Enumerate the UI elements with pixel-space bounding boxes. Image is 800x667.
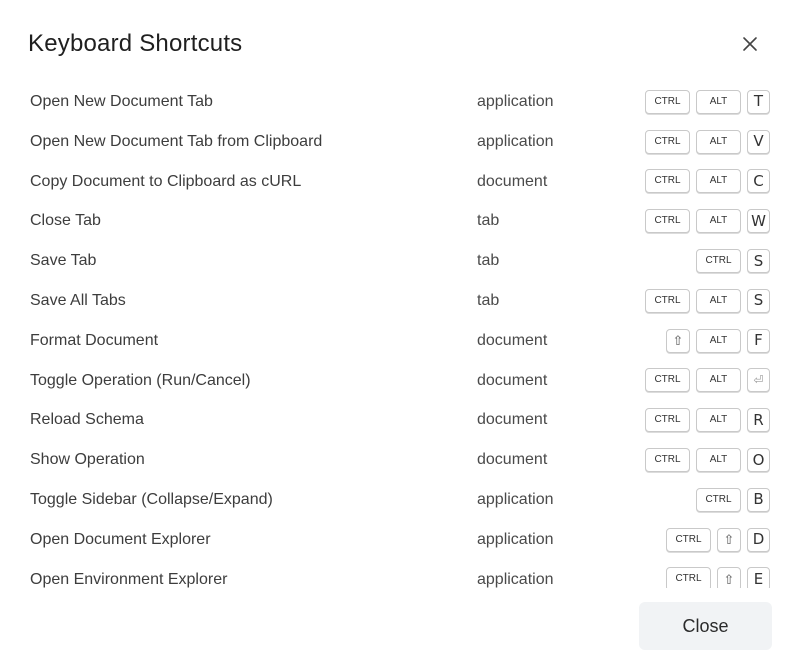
key-cap-letter: F <box>747 329 770 353</box>
key-cap-ctrl: CTRL <box>645 169 690 193</box>
shortcut-context: document <box>477 411 548 429</box>
shortcut-row <box>0 520 800 560</box>
key-cap-alt: ALT <box>696 209 741 233</box>
shortcut-name: Toggle Operation (Run/Cancel) <box>30 371 251 389</box>
key-cap-letter: B <box>747 488 770 512</box>
shortcut-context: document <box>477 371 548 389</box>
shortcut-name: Reload Schema <box>30 411 144 429</box>
key-cap-alt: ALT <box>696 169 741 193</box>
shortcut-row <box>0 440 800 480</box>
shortcut-list[interactable] <box>0 82 800 588</box>
dialog-header <box>28 28 772 60</box>
key-cap-ctrl: CTRL <box>666 567 711 588</box>
shortcut-row <box>0 122 800 162</box>
key-cap-letter: T <box>747 90 770 114</box>
shortcut-row <box>0 361 800 401</box>
shortcut-context: tab <box>477 252 500 270</box>
shortcut-context: tab <box>477 291 500 309</box>
shortcut-name: Save Tab <box>30 252 97 270</box>
shortcut-context: application <box>477 490 554 508</box>
shortcut-context: tab <box>477 212 500 230</box>
shortcut-keys <box>645 281 770 321</box>
key-cap-alt: ALT <box>696 130 741 154</box>
key-cap-letter: D <box>747 528 770 552</box>
shortcut-context: document <box>477 331 548 349</box>
shortcut-keys <box>645 122 770 162</box>
shift-icon: ⇧ <box>717 528 741 552</box>
key-cap-alt: ALT <box>696 408 741 432</box>
key-cap-ctrl: CTRL <box>645 130 690 154</box>
shortcut-row <box>0 321 800 361</box>
shortcut-name: Show Operation <box>30 451 145 469</box>
shortcut-row <box>0 82 800 122</box>
shortcut-name: Toggle Sidebar (Collapse/Expand) <box>30 490 273 508</box>
shortcut-keys <box>666 520 770 560</box>
shortcut-keys <box>645 361 770 401</box>
key-cap-alt: ALT <box>696 368 741 392</box>
shortcut-name: Save All Tabs <box>30 291 126 309</box>
key-cap-letter: O <box>747 448 770 472</box>
key-cap-ctrl: CTRL <box>696 488 741 512</box>
shortcut-keys <box>645 440 770 480</box>
shortcut-keys <box>645 162 770 202</box>
close-icon[interactable] <box>738 32 762 56</box>
shortcut-context: application <box>477 93 554 110</box>
shortcut-name: Open Document Explorer <box>30 530 211 548</box>
dialog-footer <box>639 602 772 650</box>
shortcut-row <box>0 480 800 520</box>
shortcut-keys <box>666 560 770 588</box>
key-cap-ctrl: CTRL <box>696 249 741 273</box>
shortcut-context: document <box>477 172 548 190</box>
enter-icon: ⏎ <box>747 368 770 392</box>
key-cap-alt: ALT <box>696 448 741 472</box>
shortcut-name: Close Tab <box>30 212 101 230</box>
key-cap-letter: S <box>747 289 770 313</box>
key-cap-ctrl: CTRL <box>666 528 711 552</box>
shortcut-row <box>0 201 800 241</box>
shortcut-name: Format Document <box>30 331 159 349</box>
shortcut-name: Open New Document Tab <box>30 93 213 110</box>
close-button[interactable]: Close <box>639 602 772 650</box>
key-cap-letter: R <box>747 408 770 432</box>
shortcut-context: application <box>477 132 554 150</box>
shortcut-keys <box>666 321 770 361</box>
shortcut-keys <box>645 201 770 241</box>
key-cap-alt: ALT <box>696 90 741 114</box>
dialog-title: Keyboard Shortcuts <box>28 30 243 57</box>
shortcut-keys <box>696 480 770 520</box>
shift-icon: ⇧ <box>666 329 690 353</box>
shortcut-context: application <box>477 530 554 548</box>
shortcut-keys <box>696 241 770 281</box>
shortcut-context: document <box>477 451 548 469</box>
key-cap-alt: ALT <box>696 289 741 313</box>
key-cap-ctrl: CTRL <box>645 408 690 432</box>
shortcut-name: Open New Document Tab from Clipboard <box>30 132 323 150</box>
key-cap-letter: V <box>747 130 770 154</box>
key-cap-ctrl: CTRL <box>645 90 690 114</box>
shortcut-row <box>0 241 800 281</box>
key-cap-letter: W <box>747 209 770 233</box>
shortcut-row <box>0 560 800 588</box>
shortcut-row <box>0 162 800 202</box>
key-cap-ctrl: CTRL <box>645 368 690 392</box>
shift-icon: ⇧ <box>717 567 741 588</box>
shortcut-keys <box>645 400 770 440</box>
key-cap-alt: ALT <box>696 329 741 353</box>
shortcut-context: application <box>477 570 554 588</box>
key-cap-letter: E <box>747 567 770 588</box>
shortcut-row <box>0 400 800 440</box>
shortcut-name: Copy Document to Clipboard as cURL <box>30 172 302 190</box>
key-cap-ctrl: CTRL <box>645 289 690 313</box>
key-cap-letter: C <box>747 169 770 193</box>
shortcut-keys <box>645 82 770 122</box>
key-cap-letter: S <box>747 249 770 273</box>
key-cap-ctrl: CTRL <box>645 448 690 472</box>
close-icon-glyph <box>738 32 762 56</box>
key-cap-ctrl: CTRL <box>645 209 690 233</box>
shortcut-row <box>0 281 800 321</box>
shortcut-name: Open Environment Explorer <box>30 570 228 588</box>
